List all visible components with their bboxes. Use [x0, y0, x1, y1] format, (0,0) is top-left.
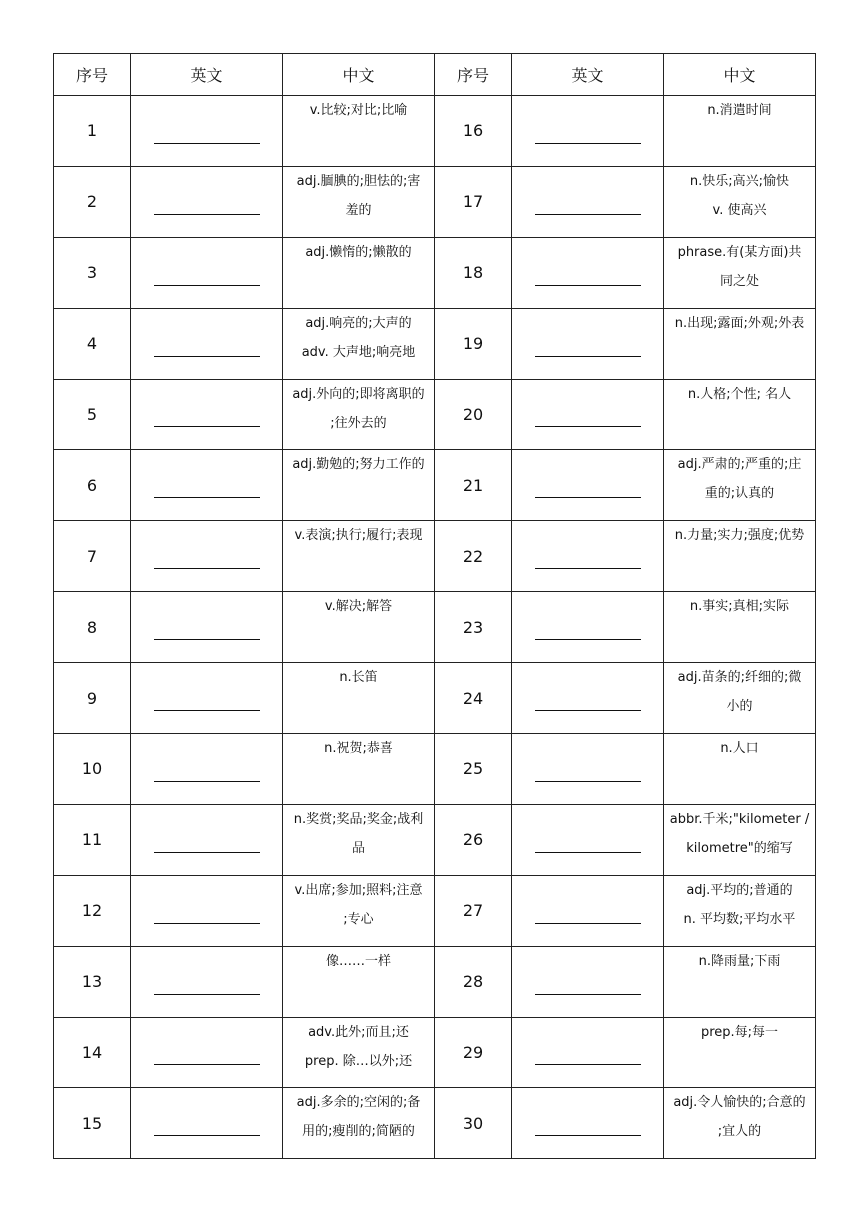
- header-row: [54, 54, 816, 96]
- definition-line: n.事实;真相;实际: [689, 599, 790, 615]
- definition-line: n.快乐;高兴;愉快: [689, 173, 790, 189]
- answer-blank-line[interactable]: [154, 355, 260, 357]
- table-row: [54, 308, 816, 379]
- answer-blank-line[interactable]: [535, 496, 641, 498]
- definition-line: adj.多余的;空闲的;备: [296, 1095, 421, 1111]
- definition-line: 像……一样: [325, 953, 391, 969]
- english-answer-cell-left[interactable]: [131, 946, 283, 1017]
- answer-blank-line[interactable]: [535, 709, 641, 711]
- english-answer-cell-right[interactable]: [512, 166, 664, 237]
- chinese-definition-right: [664, 308, 816, 379]
- row-number-left: 13: [54, 946, 131, 1017]
- row-number-left: 5: [54, 379, 131, 450]
- definition-line: adj.苗条的;纤细的;微: [677, 670, 802, 686]
- english-answer-cell-right[interactable]: [512, 450, 664, 521]
- row-number-right: 22: [435, 521, 512, 592]
- definition-line: n. 平均数;平均水平: [683, 911, 796, 927]
- definition-line: 品: [351, 840, 365, 856]
- row-number-right: 17: [435, 166, 512, 237]
- chinese-definition-left: [283, 96, 435, 167]
- row-number-left: 11: [54, 804, 131, 875]
- english-answer-cell-left[interactable]: [131, 1088, 283, 1159]
- english-answer-cell-right[interactable]: [512, 521, 664, 592]
- english-answer-cell-right[interactable]: [512, 592, 664, 663]
- header-english-left: 英文: [131, 54, 283, 96]
- chinese-definition-right: [664, 734, 816, 805]
- row-number-right: 26: [435, 804, 512, 875]
- row-number-left: 2: [54, 166, 131, 237]
- table-row: [54, 521, 816, 592]
- definition-line: n.人口: [720, 741, 759, 757]
- header-chinese-right: 中文: [664, 54, 816, 96]
- chinese-definition-left: [283, 734, 435, 805]
- definition-line: v.比较;对比;比喻: [309, 103, 408, 118]
- answer-blank-line[interactable]: [154, 142, 260, 144]
- row-number-right: 23: [435, 592, 512, 663]
- answer-blank-line[interactable]: [154, 213, 260, 215]
- table-row: [54, 875, 816, 946]
- table-row: [54, 379, 816, 450]
- definition-line: 小的: [726, 699, 753, 715]
- chinese-definition-left: [283, 1088, 435, 1159]
- definition-line: prep. 除…以外;还: [304, 1053, 413, 1069]
- answer-blank-line[interactable]: [154, 284, 260, 286]
- english-answer-cell-right[interactable]: [512, 804, 664, 875]
- header-number-right: 序号: [435, 54, 512, 96]
- english-answer-cell-left[interactable]: [131, 96, 283, 167]
- chinese-definition-right: [664, 946, 816, 1017]
- definition-line: n.出现;露面;外观;外表: [674, 315, 805, 331]
- row-number-right: 24: [435, 663, 512, 734]
- header-chinese-left: 中文: [283, 54, 435, 96]
- definition-line: n.长笛: [339, 670, 378, 686]
- answer-blank-line[interactable]: [154, 993, 260, 995]
- answer-blank-line[interactable]: [535, 993, 641, 995]
- chinese-definition-right: [664, 804, 816, 875]
- answer-blank-line[interactable]: [535, 567, 641, 569]
- chinese-definition-right: [664, 875, 816, 946]
- table-body: [54, 96, 816, 1159]
- table-row: [54, 804, 816, 875]
- definition-line: adv. 大声地;响亮地: [301, 344, 416, 360]
- definition-line: prep.每;每一: [700, 1024, 779, 1040]
- answer-blank-line[interactable]: [154, 1134, 260, 1136]
- definition-line: adv.此外;而且;还: [308, 1024, 409, 1040]
- english-answer-cell-left[interactable]: [131, 663, 283, 734]
- answer-blank-line[interactable]: [154, 780, 260, 782]
- table-row: [54, 166, 816, 237]
- definition-line: 用的;瘦削的;简陋的: [302, 1124, 415, 1140]
- english-answer-cell-left[interactable]: [131, 308, 283, 379]
- english-answer-cell-right[interactable]: [512, 663, 664, 734]
- definition-line: ;宜人的: [717, 1124, 762, 1140]
- chinese-definition-right: [664, 663, 816, 734]
- row-number-right: 20: [435, 379, 512, 450]
- row-number-left: 8: [54, 592, 131, 663]
- chinese-definition-right: [664, 166, 816, 237]
- definition-line: 重的;认真的: [704, 486, 775, 502]
- definition-line: n.降雨量;下雨: [698, 953, 781, 969]
- table-row: [54, 734, 816, 805]
- chinese-definition-left: [283, 379, 435, 450]
- chinese-definition-left: [283, 804, 435, 875]
- answer-blank-line[interactable]: [154, 425, 260, 427]
- table-row: [54, 663, 816, 734]
- table-row: [54, 946, 816, 1017]
- row-number-left: 9: [54, 663, 131, 734]
- row-number-right: 21: [435, 450, 512, 521]
- english-answer-cell-left[interactable]: [131, 804, 283, 875]
- definition-line: 同之处: [719, 273, 759, 289]
- row-number-left: 1: [54, 96, 131, 167]
- row-number-right: 18: [435, 237, 512, 308]
- answer-blank-line[interactable]: [154, 851, 260, 853]
- answer-blank-line[interactable]: [535, 922, 641, 924]
- chinese-definition-left: [283, 875, 435, 946]
- chinese-definition-right: [664, 379, 816, 450]
- chinese-definition-left: [283, 663, 435, 734]
- english-answer-cell-left[interactable]: [131, 379, 283, 450]
- definition-line: phrase.有(某方面)共: [677, 244, 802, 260]
- english-answer-cell-right[interactable]: [512, 734, 664, 805]
- definition-line: kilometre"的缩写: [686, 840, 793, 856]
- english-answer-cell-left[interactable]: [131, 875, 283, 946]
- chinese-definition-right: [664, 521, 816, 592]
- definition-line: adj.响亮的;大声的: [305, 315, 412, 331]
- row-number-left: 14: [54, 1017, 131, 1088]
- english-answer-cell-left[interactable]: [131, 1017, 283, 1088]
- english-answer-cell-right[interactable]: [512, 308, 664, 379]
- answer-blank-line[interactable]: [535, 638, 641, 640]
- definition-line: adj.懒惰的;懒散的: [305, 244, 412, 260]
- answer-blank-line[interactable]: [535, 1134, 641, 1136]
- row-number-left: 6: [54, 450, 131, 521]
- chinese-definition-left: [283, 237, 435, 308]
- chinese-definition-right: [664, 1017, 816, 1088]
- row-number-right: 28: [435, 946, 512, 1017]
- chinese-definition-right: [664, 450, 816, 521]
- chinese-definition-left: [283, 521, 435, 592]
- definition-line: n.力量;实力;强度;优势: [674, 528, 805, 544]
- answer-blank-line[interactable]: [535, 284, 641, 286]
- chinese-definition-left: [283, 308, 435, 379]
- row-number-right: 30: [435, 1088, 512, 1159]
- answer-blank-line[interactable]: [154, 496, 260, 498]
- english-answer-cell-left[interactable]: [131, 592, 283, 663]
- table-row: [54, 592, 816, 663]
- english-answer-cell-right[interactable]: [512, 875, 664, 946]
- row-number-left: 7: [54, 521, 131, 592]
- definition-line: abbr.千米;"kilometer /: [669, 811, 810, 827]
- english-answer-cell-left[interactable]: [131, 237, 283, 308]
- definition-line: adj.平均的;普通的: [686, 882, 793, 898]
- table-row: [54, 1088, 816, 1159]
- answer-blank-line[interactable]: [535, 1063, 641, 1065]
- chinese-definition-left: [283, 592, 435, 663]
- definition-line: ;往外去的: [330, 415, 387, 431]
- row-number-left: 15: [54, 1088, 131, 1159]
- english-answer-cell-left[interactable]: [131, 521, 283, 592]
- row-number-right: 27: [435, 875, 512, 946]
- chinese-definition-right: [664, 237, 816, 308]
- row-number-left: 3: [54, 237, 131, 308]
- definition-line: adj.外向的;即将离职的: [292, 386, 425, 402]
- chinese-definition-left: [283, 946, 435, 1017]
- chinese-definition-right: [664, 96, 816, 167]
- row-number-left: 12: [54, 875, 131, 946]
- definition-line: v. 使高兴: [712, 202, 767, 218]
- chinese-definition-left: [283, 1017, 435, 1088]
- header-english-right: 英文: [512, 54, 664, 96]
- row-number-left: 4: [54, 308, 131, 379]
- definition-line: v.解决;解答: [324, 599, 393, 615]
- definition-line: 羞的: [345, 202, 372, 218]
- definition-line: ;专心: [343, 911, 374, 927]
- definition-line: adj.严肃的;严重的;庄: [677, 457, 802, 473]
- definition-line: n.消遣时间: [707, 103, 772, 118]
- answer-blank-line[interactable]: [535, 213, 641, 215]
- english-answer-cell-left[interactable]: [131, 734, 283, 805]
- row-number-right: 29: [435, 1017, 512, 1088]
- definition-line: n.奖赏;奖品;奖金;战利: [293, 811, 424, 827]
- row-number-right: 16: [435, 96, 512, 167]
- answer-blank-line[interactable]: [535, 142, 641, 144]
- english-answer-cell-right[interactable]: [512, 1017, 664, 1088]
- english-answer-cell-right[interactable]: [512, 379, 664, 450]
- english-answer-cell-right[interactable]: [512, 237, 664, 308]
- definition-line: n.祝贺;恭喜: [324, 741, 393, 757]
- english-answer-cell-left[interactable]: [131, 450, 283, 521]
- answer-blank-line[interactable]: [535, 851, 641, 853]
- answer-blank-line[interactable]: [154, 922, 260, 924]
- chinese-definition-right: [664, 592, 816, 663]
- answer-blank-line[interactable]: [154, 709, 260, 711]
- definition-line: adj.令人愉快的;合意的: [673, 1095, 806, 1111]
- english-answer-cell-right[interactable]: [512, 1088, 664, 1159]
- row-number-right: 25: [435, 734, 512, 805]
- answer-blank-line[interactable]: [154, 638, 260, 640]
- chinese-definition-left: [283, 450, 435, 521]
- answer-blank-line[interactable]: [535, 780, 641, 782]
- table-row: [54, 96, 816, 167]
- answer-blank-line[interactable]: [535, 355, 641, 357]
- answer-blank-line[interactable]: [154, 1063, 260, 1065]
- row-number-left: 10: [54, 734, 131, 805]
- chinese-definition-right: [664, 1088, 816, 1159]
- table-row: [54, 237, 816, 308]
- answer-blank-line[interactable]: [154, 567, 260, 569]
- english-answer-cell-left[interactable]: [131, 166, 283, 237]
- table-row: [54, 450, 816, 521]
- definition-line: adj.腼腆的;胆怯的;害: [296, 173, 421, 189]
- definition-line: n.人格;个性; 名人: [687, 386, 792, 402]
- vocabulary-table: [53, 53, 816, 1159]
- header-number-left: 序号: [54, 54, 131, 96]
- english-answer-cell-right[interactable]: [512, 96, 664, 167]
- chinese-definition-left: [283, 166, 435, 237]
- definition-line: adj.勤勉的;努力工作的: [292, 457, 425, 473]
- definition-line: v.出席;参加;照料;注意: [294, 882, 423, 898]
- table-row: [54, 1017, 816, 1088]
- row-number-right: 19: [435, 308, 512, 379]
- definition-line: v.表演;执行;履行;表现: [294, 528, 423, 544]
- english-answer-cell-right[interactable]: [512, 946, 664, 1017]
- answer-blank-line[interactable]: [535, 425, 641, 427]
